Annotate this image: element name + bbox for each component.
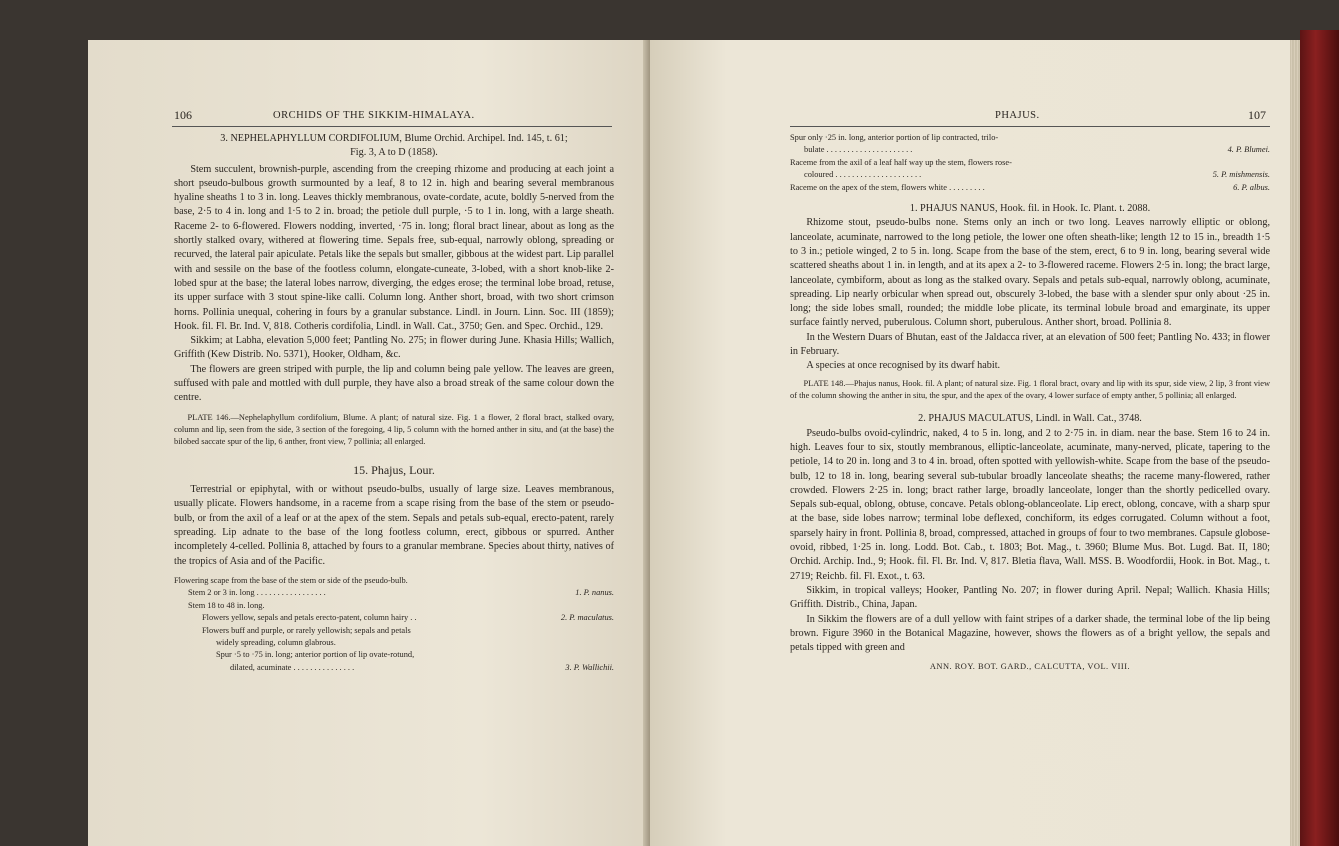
- left-page: [88, 40, 648, 846]
- key-label: Raceme on the apex of the stem, flowers white . . . . . . . . .: [790, 182, 985, 192]
- species-description: Pseudo-bulbs ovoid-cylindric, naked, 4 to 5 in. long, and 2 to 2·75 in. in diam. near the base. Stem 16 to 24 in. high. Leaves four to six, stoutly membranous, elliptic-lanceolate, acuminate, many-nerved, plicate, tapering to the petiole, 14 to 20 in. long and 3 to 4 in. broad, often spotted with yellowish-white. Scape from the base of the pseudo-bulb, 12 to 18 in. long, bearing several sub-tubular broadly lanceolate sheaths; the raceme many-flowered, rather crowded. Flowers 2·25 in. long; bract rather large, broadly lanceolate, longer than the shortly pedicelled ovary. Sepals sub-equal, oblong, obtuse, concave. Petals oblong-oblanceolate. Lip erect, oblong, concave, with a sharp spur at the base, side lobes narrow; terminal lobe deflexed, conchiform, its edges corrugated. Column without a foot, sparsely hairy in front. Pollinia 8, broad, compressed, attached in groups of four to two membranes. Capsule globose-ovoid, ribbed, 1·25 in. long. Lodd. Bot. Cab., t. 1803; Bot. Mag., t. 3960; Blume Mus. Bot. Lugd. Bat. II, 180; Orchid. Archip. Ind., 9; Hook. fil. Fl. Br. Ind. V, 817. Bletia flava, Wall. MSS. B. Woodfordii, Hook. in Bot. Mag., t. 2719; Reichb. fil. Fl. Exot., t. 63.: [790, 427, 1270, 582]
- species-title: 1. PHAJUS NANUS, Hook. fil. in Hook. Ic. Plant. t. 2088.: [909, 203, 1151, 215]
- species-distribution: Sikkim, in tropical valleys; Hooker, Pantling No. 207; in flower during April. Nepal; Wallich. Khasia Hills; Griffith. Distrib., China, Japan.: [790, 584, 1270, 611]
- species-key-continued: [790, 132, 1270, 194]
- page-footer: ANN. ROY. BOT. GARD., CALCUTTA, VOL. VIII.: [929, 662, 1131, 672]
- species-key: [174, 575, 614, 674]
- key-row: [174, 587, 614, 599]
- plate-caption: PLATE 146.—Nephelaphyllum cordifolium, Blume. A plant; of natural size. Fig. 1 a flower, 2 floral bract, stalked ovary, column and lip, seen from the side, 3 section of the foregoing, 4 lip, 5 column with the horned anther in situ, and (at the base) the bilobed saccate spur of the lip, 6 anther, front view, 7 pollinia; all enlarged.: [174, 412, 614, 447]
- key-label: coloured . . . . . . . . . . . . . . . . . . . . .: [804, 170, 922, 180]
- key-label: dilated, acuminate . . . . . . . . . . . . . . .: [230, 662, 355, 672]
- key-row: [790, 144, 1270, 156]
- key-result: 3. P. Wallichii.: [565, 662, 614, 672]
- left-text-column: [174, 132, 614, 674]
- key-row: [790, 132, 1270, 144]
- key-label: bulate . . . . . . . . . . . . . . . . . . . . .: [804, 145, 913, 155]
- key-row: [790, 182, 1270, 194]
- species-distribution: Sikkim; at Labha, elevation 5,000 feet; Pantling No. 275; in flower during June. Khasia Hills; Wallich, Griffith (Kew Distrib. No. 5371), Hooker, Oldham, &c.: [174, 335, 614, 361]
- page-number: 107: [1248, 108, 1266, 122]
- key-result: 2. P. maculatus.: [560, 613, 614, 623]
- key-row: [790, 157, 1270, 169]
- plate-caption: PLATE 148.—Phajus nanus, Hook. fil. A plant; of natural size. Fig. 1 floral bract, ovary and lip with its spur, side view, 2 lip, 3 front view of the column showing the anther in situ, the spur, and the apex of the ovary, 4 lower surface of empty anther, 5 pollinia; all enlarged.: [790, 378, 1270, 400]
- key-label: Flowering scape from the base of the stem or side of the pseudo-bulb.: [174, 575, 408, 585]
- key-label: Raceme from the axil of a leaf half way up the stem, flowers rose-: [790, 157, 1012, 167]
- key-label: Flowers buff and purple, or rarely yellowish; sepals and petals: [202, 625, 411, 635]
- page-number: 106: [174, 108, 192, 122]
- key-label: Stem 2 or 3 in. long . . . . . . . . . . . . . . . . .: [188, 588, 326, 598]
- genus-heading: 15. Phajus, Lour.: [353, 462, 435, 477]
- key-label: Spur only ·25 in. long, anterior portion of lip contracted, trilo-: [790, 133, 999, 142]
- key-row: [174, 612, 614, 624]
- key-label: Stem 18 to 48 in. long.: [188, 600, 265, 610]
- key-row: [174, 600, 614, 612]
- species-notes: The flowers are green striped with purple, the lip and column being pale yellow. The leaves are green, suffused with pale and mottled with dull purple, they have also a broad streak of the same colour down the centre.: [174, 363, 614, 404]
- right-page: [650, 40, 1290, 846]
- open-book: [88, 40, 1328, 846]
- key-row: [174, 637, 614, 649]
- key-row: [174, 625, 614, 637]
- species-description: Rhizome stout, pseudo-bulbs none. Stems only an inch or two long. Leaves narrowly elliptic or oblong, lanceolate, acuminate, narrowed to the long petiole, the lower one often sheath-like; length 12 to 15 in., breadth 1·5 to 3 in.; petiole winged, 2 to 5 in. long. Scape from the base of the stem, erect, 6 to 9 in. long, bearing several wide scattered sheaths about 1 in. in length, and at its apex a 2- to 3-flowered raceme. Flowers 2·5 in. long; the bract large, lanceolate, cymbiform, about as long as the stalked ovary. Sepals and petals sub-equal, narrowly oblong, acuminate, spreading. Lip nearly orbicular when spread out, obscurely 3-lobed, the base with a slender spur only about ·25 in. long; the side lobes small, rounded; the middle lobe plicate, its terminal lobule broad and emarginate, its upper surface faintly nerved, puberulous. Column short, puberulous. Anther short, broad. Pollinia 8.: [790, 217, 1270, 329]
- key-label: Flowers yellow, sepals and petals erecto-patent, column hairy . .: [202, 613, 417, 623]
- species-title: 2. PHAJUS MACULATUS, Lindl. in Wall. Cat., 3748.: [918, 413, 1142, 425]
- key-row: [174, 575, 614, 587]
- book-cover-spine: [1300, 30, 1339, 846]
- key-result: 1. P. nanus.: [575, 588, 614, 598]
- species-title-figure: Fig. 3, A to D (1858).: [350, 147, 438, 159]
- genus-description: Terrestrial or epiphytal, with or without pseudo-bulbs, usually of large size. Leaves membranous, usually plicate. Flowers handsome, in a raceme from a scape rising from the base of the stem or pseudo-bulb, or from the axil of a leaf or at the apex of the stem. Sepals and petals sub-equal, erecto-patent, rarely spreading. Lip adnate to the base of the long footless column, erect, gibbous or spurred. Anther incompletely 4-celled. Pollinia 8, attached by fours to a granular membrane. Species about thirty, natives of the tropics of Asia and of the Pacific.: [174, 484, 614, 567]
- key-row: [174, 649, 614, 661]
- key-row: [790, 169, 1270, 181]
- running-head: PHAJUS.: [995, 110, 1040, 121]
- species-notes: In Sikkim the flowers are of a dull yellow with faint stripes of a darker shade, the terminal lobe of the lip being brown. Figure 3960 in the Botanical Magazine, however, shows the flowers as of a bright yellow, the sepals and petals tipped with green and: [790, 613, 1270, 654]
- key-label: widely spreading, column glabrous.: [216, 637, 336, 647]
- running-head: ORCHIDS OF THE SIKKIM-HIMALAYA.: [273, 110, 475, 121]
- key-label: Spur ·5 to ·75 in. long; anterior portion of lip ovate-rotund,: [216, 650, 415, 660]
- species-description: Stem succulent, brownish-purple, ascending from the creeping rhizome and producing at each joint a short pseudo-bulbous growth surmounted by a leaf, 8 to 12 in. high and bearing several membranous hyaline sheaths 1 to 3 in. long. Leaves thickly membranous, ovate-cordate, acute, boldly 5-nerved from the base, 2·5 to 4 in. long and 1·5 to 2 in. broad; the petiole dull purple, ·5 to 1 in. long, with a large sheath. Raceme 2- to 6-flowered. Flowers nodding, inverted, ·75 in. long; floral bract linear, about as long as the shortly stalked ovary, withered at flowering time. Sepals free, sub-equal, narrowly oblong, spreading or recurved, the lateral pair apiculate. Petals like the sepals but smaller, gibbous at the widest part. Lip parallel with and sessile on the base of the footless column, elongate-cuneate, 3-lobed, with a short knob-like 2-lobed spur at the base; the lateral lobes narrow, diverging, the edges erose; the terminal lobe broad, retuse, its upper surface with 3 stout spine-like calli. Column long. Anther short, broad, with two short crimson horns. Pollinia unequal, cohering in fours by a granular substance. Lindl. in Journ. Linn. Soc. III (1859); Hook. fil. Fl. Br. Ind. V, 818. Cotheris cordifolia, Lindl. in Wall. Cat., 3750; Gen. and Spec. Orchid., 129.: [174, 163, 614, 332]
- header-rule: [172, 126, 612, 127]
- header-rule: [790, 126, 1270, 127]
- species-notes: A species at once recognised by its dwarf habit.: [806, 360, 1001, 372]
- species-distribution: In the Western Duars of Bhutan, east of the Jaldacca river, at an elevation of 500 feet; Pantling No. 433; in flower in February.: [790, 331, 1270, 357]
- key-result: 5. P. mishmensis.: [1212, 170, 1270, 180]
- species-title: 3. NEPHELAPHYLLUM CORDIFOLIUM, Blume Orchid. Archipel. Ind. 145, t. 61;: [220, 133, 568, 144]
- key-result: 6. P. albus.: [1233, 182, 1270, 192]
- right-text-column: [790, 132, 1270, 674]
- key-result: 4. P. Blumei.: [1227, 145, 1270, 155]
- key-row: [174, 662, 614, 674]
